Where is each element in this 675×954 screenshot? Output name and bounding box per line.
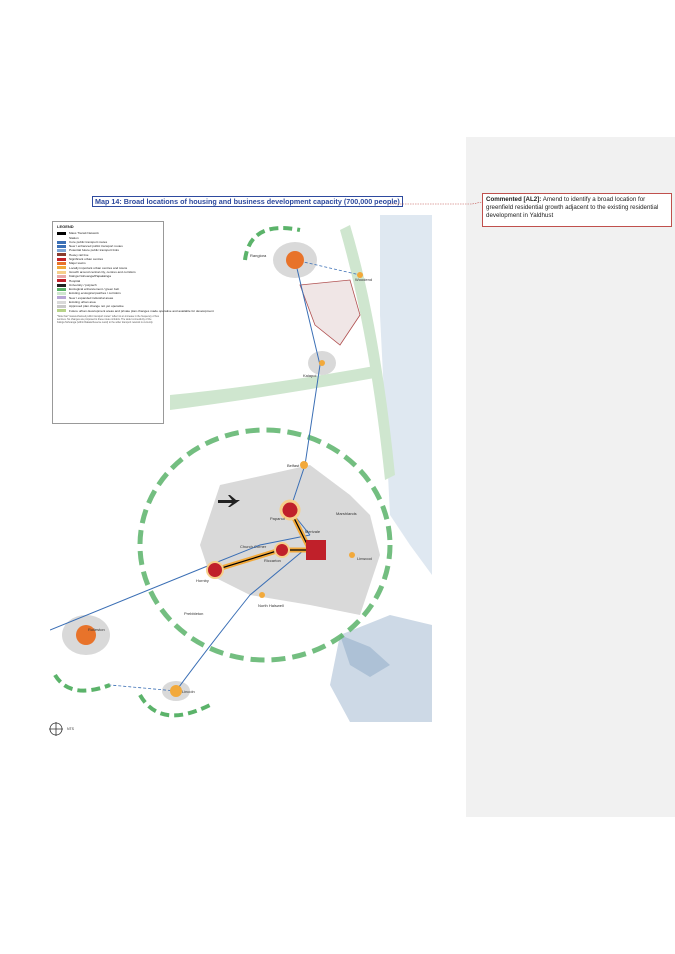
legend-swatch — [57, 249, 66, 252]
legend-swatch — [57, 284, 66, 287]
place-label: Lincoln — [182, 689, 195, 694]
legend-swatch — [57, 258, 66, 261]
legend-swatch — [57, 232, 66, 235]
legend-swatch — [57, 245, 66, 248]
place-label: Kaiapoi — [303, 373, 317, 378]
place-label: Prebbleton — [184, 611, 204, 616]
legend-swatch — [57, 305, 66, 308]
comment-text: Amend to identify a broad location for greenfield residential growth adjacent to the existing residential development in Yaldhust — [486, 196, 659, 219]
map-legend — [52, 221, 214, 424]
hornby-centre — [207, 562, 223, 578]
legend-label: Station — [69, 235, 79, 240]
legend-label: Future urban development areas and private plan changes made operative and available for development — [69, 308, 214, 313]
legend-label: Growth around central city, centres and corridors — [69, 269, 136, 274]
legend-label: Major towns — [69, 261, 86, 266]
legend-label: Existing ecological patches / corridors — [69, 291, 121, 296]
legend-swatch — [57, 279, 66, 282]
central-city — [306, 540, 326, 560]
legend-title: LEGEND — [57, 224, 74, 229]
legend-swatch — [57, 301, 66, 304]
legend-note: *Note that "mass/enhanced public transport routes" reflect to an increase in the frequency of bus services. No changes are proposed to these route corridors. The wider connectivity of the Kāinga Nohoanga (within Rakaia Reserve Land) to the wider transport network is currently. — [57, 314, 159, 324]
scale-note: NTS — [67, 727, 74, 731]
comment-leader-line — [390, 201, 485, 207]
legend-swatch — [57, 292, 66, 295]
legend-swatch — [57, 241, 66, 244]
legend-swatch — [57, 275, 66, 278]
place-label: Papanui — [270, 516, 285, 521]
belfast-centre — [300, 461, 308, 469]
linwood-centre — [349, 552, 355, 558]
sea — [380, 215, 432, 575]
comment-author: Commented [AL2]: — [486, 196, 542, 203]
place-label: North Halswell — [258, 603, 284, 608]
place-label: Rangiora — [250, 253, 267, 258]
legend-label: University / polytech — [69, 282, 97, 287]
legend-label: New / expanded industrial areas — [69, 295, 114, 300]
legend-label: Locally important urban centres and towns — [69, 265, 128, 270]
legend-swatch — [57, 253, 66, 256]
river-corridor — [170, 365, 380, 410]
legend-label: Potential future public transport links — [69, 248, 119, 253]
legend-item — [57, 308, 214, 313]
legend-swatch — [57, 262, 66, 265]
legend-label: Hospital — [69, 278, 81, 283]
legend-swatch — [57, 288, 66, 291]
lincoln-centre — [170, 685, 182, 697]
legend-swatch — [57, 296, 66, 299]
legend-swatch — [57, 271, 66, 274]
legend-label: New / enhanced public transport routes — [69, 244, 123, 249]
place-label: Marshlands — [336, 511, 357, 516]
place-label: Riccarton — [264, 558, 281, 563]
comment-pane — [466, 137, 675, 817]
place-label: Rolleston — [88, 627, 105, 632]
place-label: Church Corner — [240, 544, 267, 549]
legend-label: Ecological enhancement / green belt — [69, 287, 120, 292]
place-label: Linwood — [357, 556, 372, 561]
riccarton-centre — [275, 543, 289, 557]
legend-label: Heavy rail line — [69, 252, 89, 257]
legend-swatch — [57, 309, 66, 312]
place-label: Hornby — [196, 578, 209, 583]
place-label: Merivale — [305, 529, 321, 534]
legend-label: Existing urban area — [69, 300, 96, 305]
north-halswell-centre — [259, 592, 265, 598]
place-label: Belfast — [287, 463, 300, 468]
christchurch-urban — [200, 465, 380, 615]
rangiora-centre — [286, 251, 304, 269]
place-label: Woodend — [355, 277, 373, 282]
legend-label: Kāinga Nohoanga/Papakāinga — [69, 274, 111, 279]
legend-label: Core public transport routes — [69, 239, 108, 244]
pegasus-area — [300, 280, 360, 345]
north-arrow-icon — [48, 721, 64, 737]
kaiapoi-centre — [319, 360, 325, 366]
legend-label: Significant urban centres — [69, 257, 104, 262]
legend-label: Mass Transit Network — [69, 231, 99, 236]
legend-swatch — [57, 266, 66, 269]
legend-label: Approved plan change not yet operative — [69, 304, 124, 309]
map-title: Map 14: Broad locations of housing and business development capacity (700,000 people) — [92, 196, 403, 207]
rolleston-green-arc — [55, 675, 110, 691]
legend-swatch — [57, 236, 66, 239]
comment-box[interactable] — [482, 193, 672, 227]
